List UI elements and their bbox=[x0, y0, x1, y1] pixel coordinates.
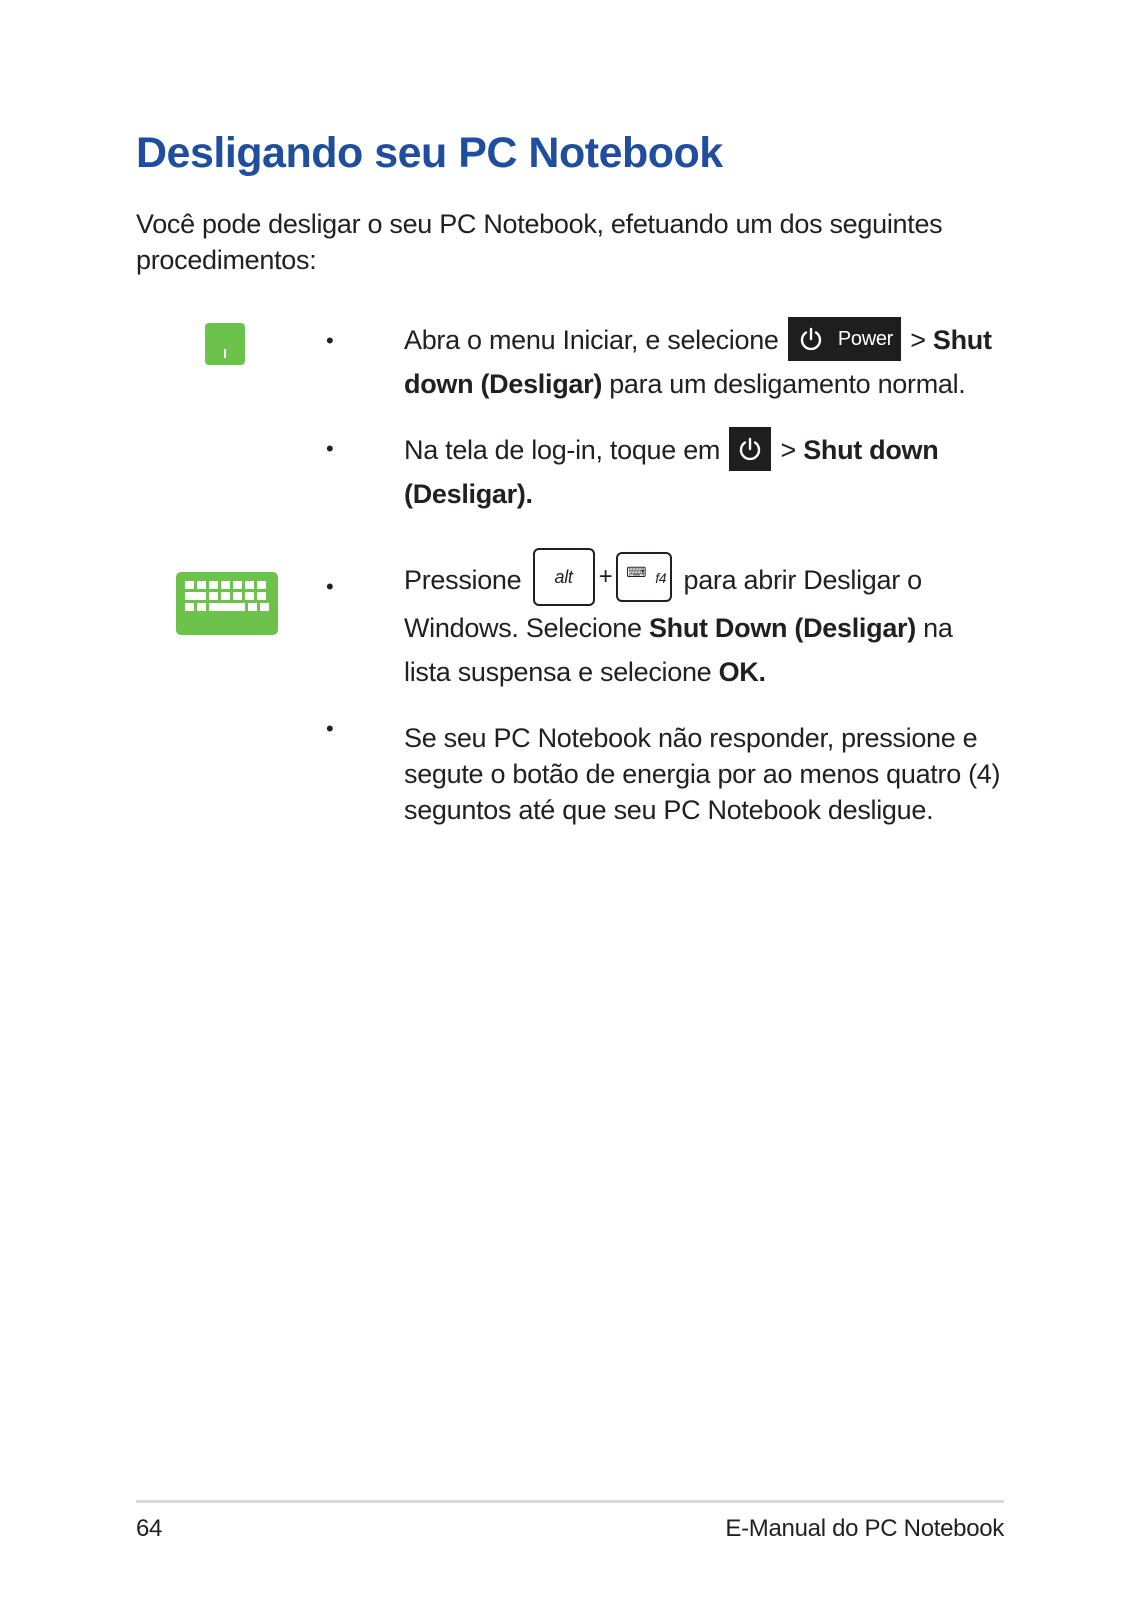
item-bold-text: OK. bbox=[718, 657, 766, 687]
f4-key bbox=[616, 552, 672, 602]
bullet-marker: • bbox=[326, 574, 334, 599]
item-text: para abrir Desligar o Windows. Selecione bbox=[404, 565, 922, 643]
item-bold-text: Shut Down (Desligar) bbox=[648, 613, 916, 643]
intro-text: Você pode desligar o seu PC Notebook, efetuando um dos seguintes procedimentos: bbox=[136, 209, 943, 275]
list-item bbox=[404, 558, 1004, 694]
separator: > bbox=[910, 325, 926, 355]
bullet-marker: • bbox=[326, 716, 334, 741]
power-icon bbox=[798, 326, 824, 352]
bullet-marker: • bbox=[326, 436, 334, 461]
power-button-label: Power bbox=[837, 327, 894, 350]
footer-divider bbox=[136, 1500, 1004, 1503]
f4-key-label: f4 bbox=[655, 570, 667, 586]
list-item bbox=[404, 318, 1004, 406]
item-bold-text: Shut down (Desligar). bbox=[404, 435, 939, 509]
alt-key bbox=[533, 548, 595, 606]
touchscreen-icon bbox=[205, 323, 245, 365]
page-number: 64 bbox=[136, 1515, 163, 1542]
item-text: na lista suspensa e selecione bbox=[404, 613, 953, 687]
list-item: Se seu PC Notebook não responder, pressione e segute o botão de energia por ao menos quatro (4) seguntos até que seu PC Notebook desligue. bbox=[404, 723, 1001, 825]
power-button-square bbox=[729, 427, 771, 471]
alt-key-label: alt bbox=[554, 567, 573, 587]
item-text: Pressione bbox=[404, 565, 522, 596]
separator: > bbox=[780, 435, 796, 465]
page-title: Desligando seu PC Notebook bbox=[136, 129, 723, 177]
power-icon bbox=[737, 436, 763, 462]
footer-manual-title: E-Manual do PC Notebook bbox=[725, 1515, 1004, 1542]
keyboard-backlight-icon: ⌨ bbox=[626, 564, 647, 580]
bullet-marker: • bbox=[326, 328, 334, 353]
touch-indicator bbox=[224, 349, 226, 358]
keyboard-icon bbox=[176, 572, 278, 635]
item-bold-text: Shut down (Desligar) bbox=[404, 325, 992, 399]
item-text: Abra o menu Iniciar, e selecione bbox=[404, 325, 779, 355]
power-button bbox=[788, 317, 901, 361]
list-item bbox=[404, 428, 1004, 516]
item-text: para um desligamento normal. bbox=[609, 369, 966, 399]
item-text: Na tela de log-in, toque em bbox=[404, 435, 721, 465]
plus-sign: + bbox=[598, 563, 613, 590]
